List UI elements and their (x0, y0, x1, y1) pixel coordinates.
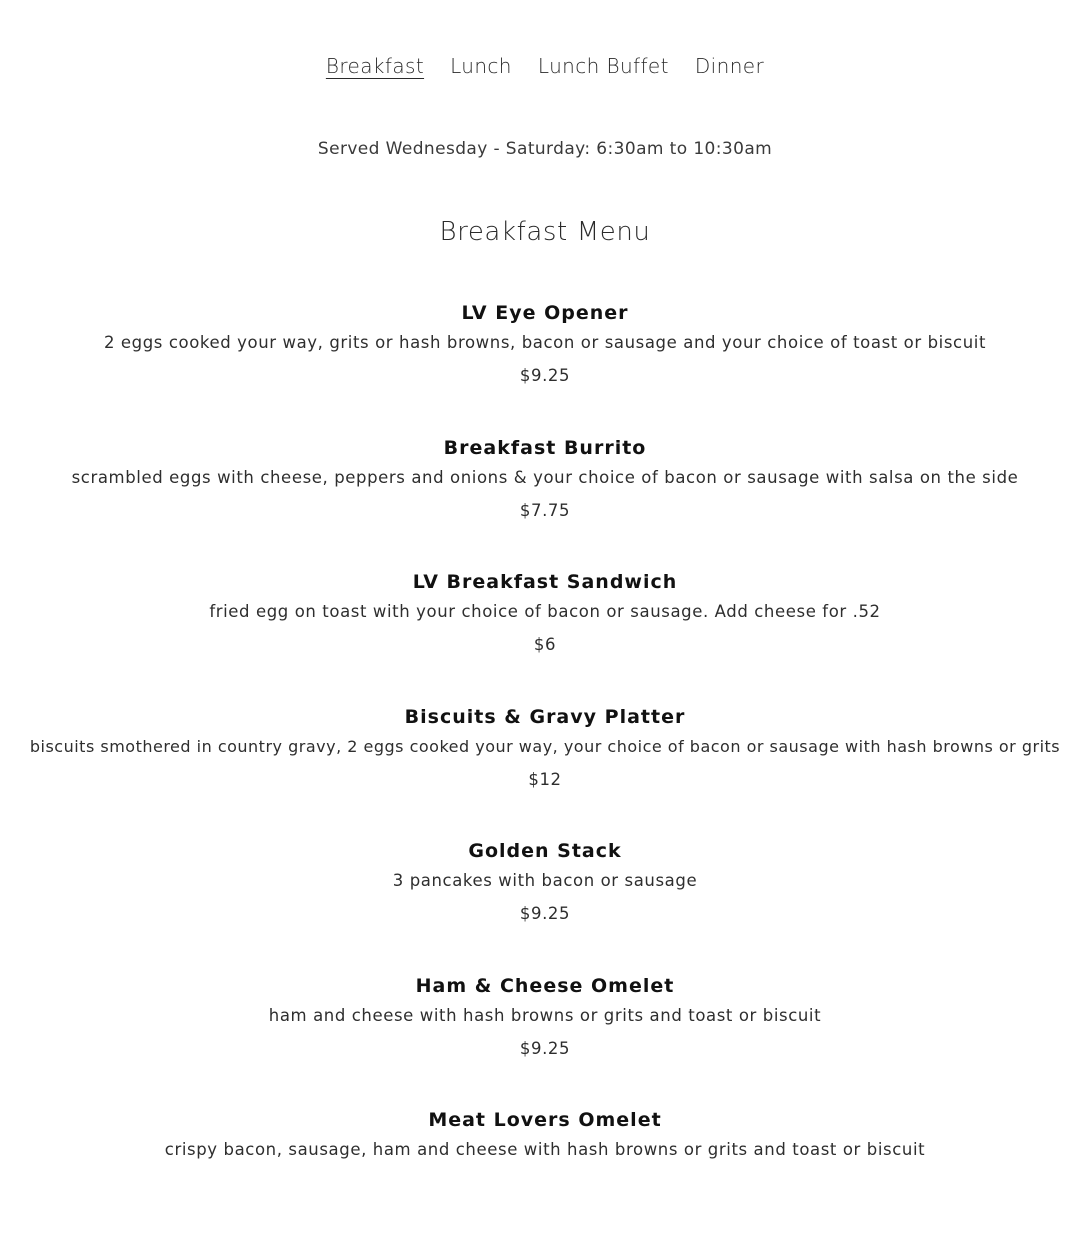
menu-item-name: LV Eye Opener (461, 302, 629, 324)
tab-dinner[interactable]: Dinner (694, 54, 765, 78)
menu-item-price: $7.75 (519, 500, 571, 520)
serving-hours: Served Wednesday - Saturday: 6:30am to 10:30am (317, 139, 773, 159)
menu-item-name: Golden Stack (468, 840, 622, 862)
menu-item-price: $12 (528, 769, 562, 789)
menu-item-price: $9.25 (519, 1038, 571, 1058)
menu-item-name: Meat Lovers Omelet (428, 1109, 662, 1131)
menu-tabs (0, 52, 1090, 80)
menu-item-price (0, 1165, 1090, 1201)
menu-item (0, 567, 1090, 702)
menu-item-name: LV Breakfast Sandwich (412, 571, 678, 593)
menu-item-description: fried egg on toast with your choice of bacon or sausage. Add cheese for .52 (209, 602, 881, 621)
menu-item (0, 433, 1090, 568)
menu-item-price: $9.25 (519, 366, 571, 385)
menu-item (0, 836, 1090, 971)
menu-item-description: biscuits smothered in country gravy, 2 eggs cooked your way, your choice of bacon or sausage with hash browns or grits (29, 736, 1061, 756)
menu-item-name: Biscuits & Gravy Platter (404, 705, 686, 728)
menu-item (0, 971, 1090, 1106)
page-title: Breakfast Menu (439, 217, 651, 247)
menu-item (0, 702, 1090, 837)
menu-item-name: Ham & Cheese Omelet (415, 974, 675, 997)
menu-item (0, 1105, 1090, 1240)
menu-item-name: Breakfast Burrito (443, 436, 647, 459)
tab-lunch-buffet[interactable]: Lunch Buffet (537, 54, 669, 78)
menu-item-description: crispy bacon, sausage, ham and cheese with hash browns or grits and toast or biscuit (164, 1140, 926, 1159)
menu-items-list (0, 298, 1090, 1240)
menu-item (0, 298, 1090, 433)
menu-item-description: ham and cheese with hash browns or grits and toast or biscuit (268, 1005, 822, 1025)
tab-lunch[interactable]: Lunch (450, 54, 512, 78)
menu-item-price: $6 (533, 635, 557, 654)
menu-item-price: $9.25 (519, 904, 571, 923)
tab-breakfast[interactable]: Breakfast (325, 54, 425, 78)
menu-item-description: 2 eggs cooked your way, grits or hash browns, bacon or sausage and your choice of toast or biscuit (103, 333, 987, 352)
menu-item-description: scrambled eggs with cheese, peppers and onions & your choice of bacon or sausage with salsa on the side (71, 467, 1019, 487)
menu-item-description: 3 pancakes with bacon or sausage (392, 871, 698, 890)
